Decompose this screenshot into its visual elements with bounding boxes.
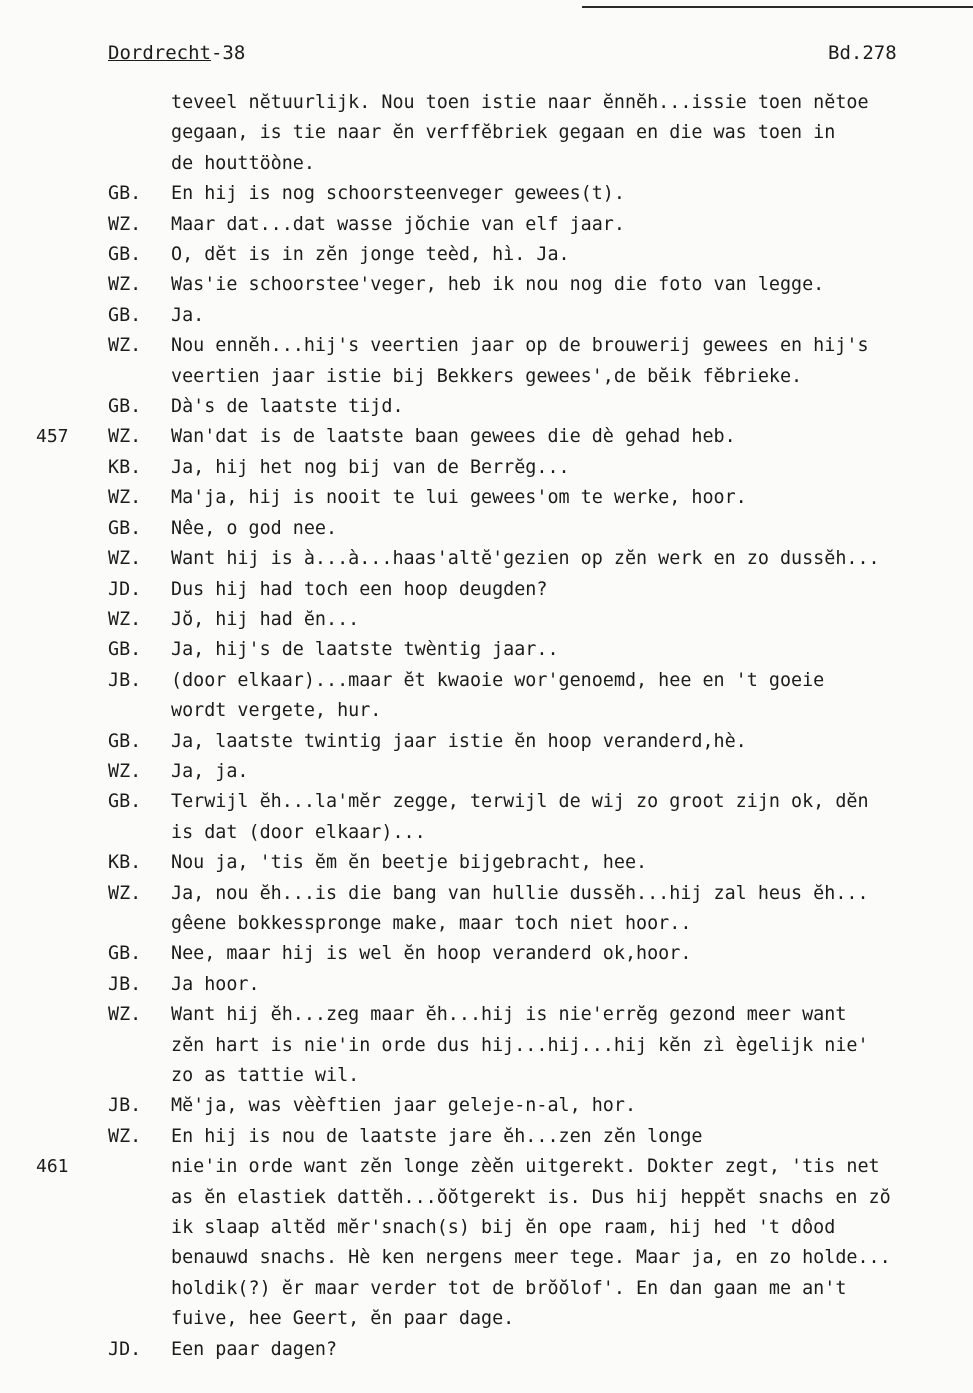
speaker-label <box>108 118 171 148</box>
utterance-text: En hij is nog schoorsteenveger gewees(t). <box>171 183 625 205</box>
transcript-line <box>108 1122 968 1152</box>
transcript-line <box>108 1091 968 1121</box>
utterance-text: Nou ja, 'tis ĕm ĕn beetje bijgebracht, hee. <box>171 852 648 874</box>
speaker-label <box>108 1152 171 1182</box>
utterance-text: Ja. <box>171 304 205 326</box>
transcript-line <box>108 605 968 635</box>
utterance-text: Was'ie schoorstee'veger, heb ik nou nog die foto van legge. <box>171 274 825 296</box>
speaker-label <box>108 1243 171 1273</box>
utterance-text: Wan'dat is de laatste baan gewees die dè gehad heb. <box>171 426 736 448</box>
speaker-label: WZ. <box>108 548 142 570</box>
line-number: 457 <box>36 426 69 447</box>
utterance-text: zĕn hart is nie'in orde dus hij...hij...hij kĕn zì ègelijk nie' <box>171 1034 869 1056</box>
transcript-line <box>108 270 968 300</box>
utterance-text: benauwd snachs. Hè ken nergens meer tege. Maar ja, en zo holde... <box>171 1247 891 1269</box>
page-number: Bd.278 <box>828 42 897 64</box>
utterance-text: Een paar dagen? <box>171 1338 338 1360</box>
transcript-line <box>108 939 968 969</box>
utterance-text: Ma'ja, hij is nooit te lui gewees'om te werke, hoor. <box>171 487 747 509</box>
transcript-line <box>108 422 968 452</box>
utterance-text: zo as tattie wil. <box>171 1065 360 1086</box>
transcript-line <box>108 848 968 878</box>
speaker-label: KB. <box>108 456 142 478</box>
transcript-line <box>108 210 968 240</box>
utterance-text: teveel nĕtuurlijk. Nou toen istie naar ĕnnĕh...issie toen nĕtoe <box>171 92 869 113</box>
speaker-label: JD. <box>108 578 142 600</box>
utterance-text: de houttöòne. <box>171 152 315 174</box>
transcript-line <box>108 301 968 331</box>
transcript-line <box>108 1335 968 1365</box>
utterance-text: O, dĕt is in zĕn jonge teèd, hì. Ja. <box>171 244 570 266</box>
speaker-label: WZ. <box>108 213 142 235</box>
transcript-line <box>108 179 968 209</box>
utterance-text: veertien jaar istie bij Bekkers gewees',de bĕik fĕbrieke. <box>171 365 803 387</box>
utterance-text: Want hij is à...à...haas'altĕ'gezien op zĕn werk en zo dussĕh... <box>171 548 880 570</box>
speaker-label <box>108 1061 171 1091</box>
transcript-line <box>108 331 968 361</box>
transcript-line <box>108 118 968 148</box>
place-suffix: -38 <box>210 42 246 64</box>
transcript-line <box>108 696 968 726</box>
utterance-text: Maar dat...dat wasse jŏchie van elf jaar. <box>171 213 625 235</box>
transcript-line <box>108 1031 968 1061</box>
page-header-place <box>108 42 245 64</box>
speaker-label <box>108 818 171 848</box>
speaker-label: GB. <box>108 183 142 205</box>
transcript-line <box>108 149 968 179</box>
transcript-line <box>108 453 968 483</box>
speaker-label <box>108 88 171 118</box>
transcript-line <box>108 1183 968 1213</box>
speaker-label: WZ. <box>108 1125 142 1147</box>
transcript-line <box>108 1000 968 1030</box>
transcript-line <box>108 787 968 817</box>
speaker-label: WZ. <box>108 335 142 357</box>
speaker-label <box>108 1274 171 1304</box>
transcript-line <box>108 727 968 757</box>
speaker-label: JB. <box>108 669 142 691</box>
transcript-line <box>108 1304 968 1334</box>
speaker-label: GB. <box>108 730 142 752</box>
transcript-line <box>108 818 968 848</box>
speaker-label: GB. <box>108 517 142 539</box>
utterance-text: holdik(?) ĕr maar verder tot de brŏŏlof'. En dan gaan me an't <box>171 1277 847 1299</box>
utterance-text: Ja, nou ĕh...is die bang van hullie dussĕh...hij zal heus ĕh... <box>171 882 869 904</box>
speaker-label: JB. <box>108 973 142 995</box>
transcript-line <box>108 879 968 909</box>
speaker-label <box>108 1213 171 1243</box>
transcript-line <box>108 1152 968 1182</box>
transcript-line <box>108 1243 968 1273</box>
place-name: Dordrecht <box>108 42 211 64</box>
speaker-label: WZ. <box>108 274 142 296</box>
utterance-text: Want hij ĕh...zeg maar ĕh...hij is nie'errĕg gezond meer want <box>171 1004 847 1026</box>
speaker-label: KB. <box>108 852 142 874</box>
speaker-label <box>108 909 171 939</box>
transcript-line <box>108 362 968 392</box>
speaker-label: GB. <box>108 791 142 813</box>
utterance-text: gêene bokkesspronge make, maar toch niet hoor.. <box>171 912 692 934</box>
speaker-label: JB. <box>108 1095 142 1117</box>
utterance-text: is dat (door elkaar)... <box>171 821 426 843</box>
transcript-line <box>108 392 968 422</box>
top-rule <box>582 6 973 8</box>
speaker-label: JD. <box>108 1338 142 1360</box>
speaker-label: GB. <box>108 396 142 418</box>
utterance-text: ik slaap altĕd mĕr'snach(s) bij ĕn ope raam, hij hed 't dôod <box>171 1217 836 1239</box>
utterance-text: Ja, laatste twintig jaar istie ĕn hoop veranderd,hè. <box>171 730 747 752</box>
utterance-text: Terwijl ĕh...la'mĕr zegge, terwijl de wij zo groot zijn ok, dĕn <box>171 791 869 813</box>
speaker-label: WZ. <box>108 487 142 509</box>
speaker-label: WZ. <box>108 882 142 904</box>
utterance-text: Ja, hij's de laatste twèntig jaar.. <box>171 639 559 661</box>
utterance-text: Dà's de laatste tijd. <box>171 396 404 418</box>
utterance-text: Ja hoor. <box>171 973 260 995</box>
speaker-label <box>108 696 171 726</box>
utterance-text: fuive, hee Geert, ĕn paar dage. <box>171 1308 515 1330</box>
utterance-text: En hij is nou de laatste jare ĕh...zen zĕn longe <box>171 1125 703 1147</box>
transcript-line <box>108 88 968 118</box>
speaker-label: GB. <box>108 943 142 965</box>
utterance-text: Dus hij had toch een hoop deugden? <box>171 578 548 600</box>
transcript-line <box>108 1061 968 1091</box>
utterance-text: (door elkaar)...maar ĕt kwaoie wor'genoemd, hee en 't goeie <box>171 669 825 691</box>
utterance-text: Jŏ, hij had ĕn... <box>171 608 360 630</box>
transcript-line <box>108 635 968 665</box>
speaker-label: GB. <box>108 304 142 326</box>
speaker-label <box>108 1304 171 1334</box>
speaker-label: GB. <box>108 244 142 266</box>
line-number: 461 <box>36 1156 69 1177</box>
speaker-label: WZ. <box>108 608 142 630</box>
utterance-text: Nêe, o god nee. <box>171 517 338 539</box>
transcript-line <box>108 757 968 787</box>
utterance-text: as ĕn elastiek dattĕh...ŏŏtgerekt is. Dus hij heppĕt snachs en zŏ <box>171 1186 891 1208</box>
speaker-label <box>108 149 171 179</box>
transcript-line <box>108 1274 968 1304</box>
speaker-label <box>108 1031 171 1061</box>
transcript-line <box>108 575 968 605</box>
utterance-text: Ja, hij het nog bij van de Berrĕg... <box>171 456 570 478</box>
transcript-line <box>108 909 968 939</box>
transcript-line <box>108 240 968 270</box>
transcript-line <box>108 666 968 696</box>
utterance-text: Nou ennĕh...hij's veertien jaar op de brouwerij gewees en hij's <box>171 335 869 357</box>
transcript-line <box>108 483 968 513</box>
utterance-text: Mĕ'ja, was vèèftien jaar geleje-n-al, hor. <box>171 1095 637 1117</box>
utterance-text: wordt vergete, hur. <box>171 700 382 722</box>
utterance-text: nie'in orde want zĕn longe zèĕn uitgerekt. Dokter zegt, 'tis net <box>171 1156 880 1178</box>
transcript-line <box>108 514 968 544</box>
speaker-label: GB. <box>108 639 142 661</box>
transcript-line <box>108 544 968 574</box>
speaker-label: WZ. <box>108 426 142 448</box>
speaker-label <box>108 362 171 392</box>
utterance-text: gegaan, is tie naar ĕn verffĕbriek gegaan en die was toen in <box>171 122 836 144</box>
transcript-line <box>108 1213 968 1243</box>
speaker-label <box>108 1183 171 1213</box>
speaker-label: WZ. <box>108 1004 142 1026</box>
speaker-label: WZ. <box>108 760 142 782</box>
utterance-text: Ja, ja. <box>171 760 249 782</box>
transcript <box>108 88 968 1365</box>
transcript-line <box>108 970 968 1000</box>
utterance-text: Nee, maar hij is wel ĕn hoop veranderd ok,hoor. <box>171 943 692 965</box>
